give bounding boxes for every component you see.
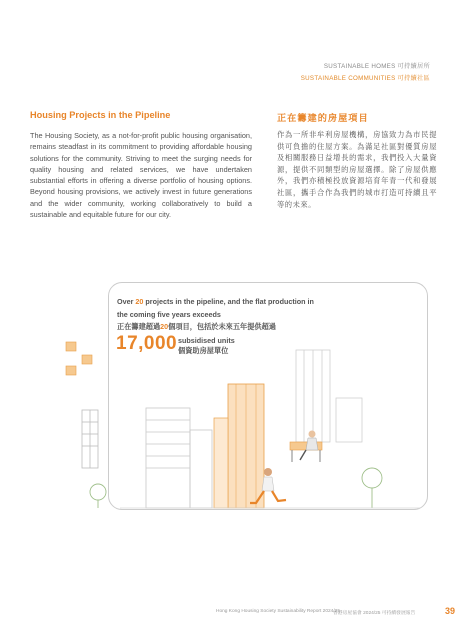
section-title-zh: 正在籌建的房屋項目: [277, 113, 369, 123]
unit-label-zh: 個資助房屋單位: [178, 346, 229, 355]
building-grey: [146, 408, 212, 508]
bench-person: [290, 431, 322, 463]
header-section-homes: SUSTAINABLE HOMES 可持續居所: [323, 63, 430, 70]
footer-report-en: Hong Kong Housing Society Sustainability Report 2024/25: [216, 609, 340, 614]
tree-right: [362, 468, 382, 508]
page-number: 39: [445, 606, 456, 616]
section-title-en: Housing Projects in the Pipeline: [30, 110, 171, 120]
building-tall-orange: [214, 384, 264, 508]
unit-label-en: subsidised units: [178, 336, 235, 345]
building-left: [82, 410, 98, 468]
orange-window-blocks: [66, 342, 92, 375]
tree-left: [90, 484, 106, 508]
big-number-units: 17,000: [116, 333, 178, 354]
body-text-zh: 作為一所非牟利房屋機構，房協致力為市民提供可負擔的住屋方案。為滿足社區對優質房屋及相關服務日益增長的需求，我們投入大量資源，提供不同類型的房屋選擇。除了房屋供應外，我們亦積極投放資源培育年青一代和發展社區，攜手合作為我們的城市打造可持續且平等的未來。: [277, 130, 437, 209]
body-text-en: The Housing Society, as a not-for-profit public housing organisation, remains steadfast in its commitment to providing affordable housing solutions for the community. Striving to meet the surging needs for quality housing and related services, we have undertaken substantial efforts in offering a diverse portfolio of housing options. Beyond housing provisions, we actively invest in future generations and the wider community, working collaboratively to build a sustainable and equitable future for our city.: [30, 131, 252, 220]
stat-line-3-zh: 正在籌建超過20個項目，包括於未來五年提供超過: [117, 322, 276, 331]
stat-line-2: the coming five years exceeds: [117, 310, 221, 319]
header-section-communities: SUSTAINABLE COMMUNITIES 可持續社區: [300, 75, 430, 82]
footer-report-zh: 香港房屋協會 2024/25 可持續發展報告: [333, 611, 416, 616]
stat-line-1: Over 20 projects in the pipeline, and the flat production in: [117, 297, 314, 306]
building-right: [296, 350, 362, 442]
